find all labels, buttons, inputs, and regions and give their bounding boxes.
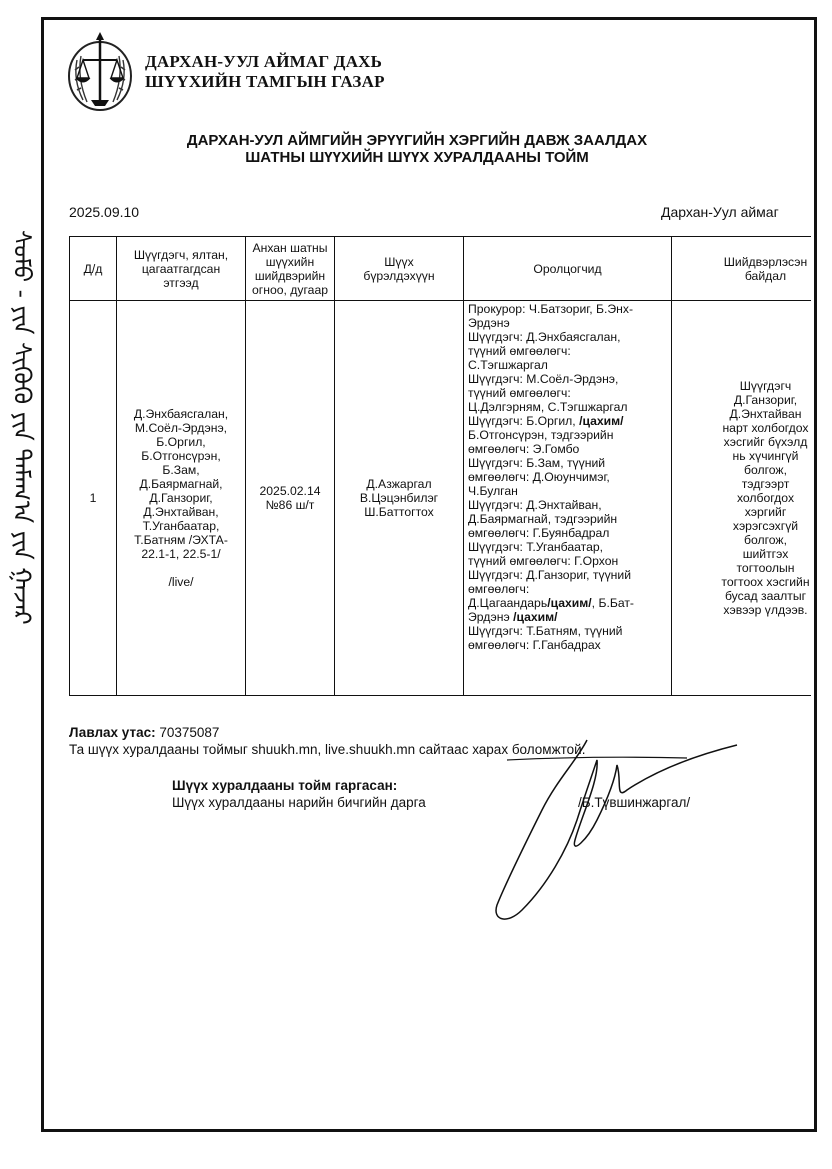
participant-text: , Б.Бат- [591, 596, 634, 610]
defendant-name: /live/ [168, 575, 194, 589]
contact-value: 70375087 [155, 725, 220, 740]
document-location: Дархан-Уул аймаг [661, 204, 779, 220]
header-participants: Оролцогчид [464, 237, 672, 301]
participant-line [468, 386, 667, 400]
cell-defendants [117, 301, 246, 696]
participant-line [468, 610, 667, 624]
participant-text: Шүүгдэгч: Д.Ганзориг, түүний [468, 568, 632, 582]
header-line: Шүүгдэгч, ялтан, [133, 247, 229, 262]
participant-text: өмгөөлөгч: Г.Ганбадрах [468, 638, 601, 652]
participant-text: Эрдэнэ [468, 316, 510, 330]
cell-first-instance [246, 301, 335, 696]
court-emblem-icon [65, 30, 135, 114]
decision-line: Шүүгдэгч [739, 379, 792, 393]
header-line: бүрэлдэхүүн [363, 268, 435, 283]
header-line: цагаатгагдсан [141, 261, 221, 276]
participant-text: өмгөөлөгч: [468, 582, 530, 596]
decision-line: Д.Энхтайван [729, 407, 802, 421]
participant-line [468, 582, 667, 596]
decision-line: холбогдох [736, 491, 795, 505]
first-instance-date: 2025.02.14 [259, 484, 321, 498]
participant-line [468, 302, 667, 316]
participant-line [468, 554, 667, 568]
participant-text: Шүүгдэгч: М.Соёл-Эрдэнэ, [468, 372, 619, 386]
defendant-name [120, 561, 242, 575]
header-line: шийдвэрийн [254, 268, 326, 283]
header-defendants [117, 237, 246, 301]
decision-line: тогтоолын [736, 561, 795, 575]
defendant-name: Б.Отгонсүрэн, [141, 449, 221, 463]
participant-text: Д.Цагаандарь [468, 596, 548, 610]
participant-text: Б.Отгонсүрэн, тэдгээрийн [468, 428, 614, 442]
document-title [87, 132, 747, 166]
decision-line: болгож, [744, 463, 787, 477]
header-line: байдал [744, 268, 787, 283]
participant-text: өмгөөлөгч: Г.Буянбадрал [468, 526, 610, 540]
handwritten-signature [447, 720, 767, 940]
cell-participants [464, 301, 672, 696]
participant-text: Шүүгдэгч: Д.Энхтайван, [468, 498, 602, 512]
judge-name: В.Цэцэнбилэг [359, 491, 439, 505]
participant-text: Д.Баярмагнай, тэдгээрийн [468, 512, 618, 526]
participant-line [468, 442, 667, 456]
participant-text: Прокурор: Ч.Батзориг, Б.Энх- [468, 302, 634, 316]
participant-line [468, 498, 667, 512]
header-line: шүүхийн [265, 254, 315, 269]
participant-text: Шүүгдэгч: Д.Энхбаясгалан, [468, 330, 621, 344]
cell-no: 1 [70, 301, 117, 696]
decision-line: тэдгээрт [741, 477, 790, 491]
online-tag: /цахим/ [547, 596, 592, 610]
participant-line [468, 428, 667, 442]
contact-phone [69, 725, 219, 740]
defendant-name: 22.1-1, 22.5-1/ [141, 547, 221, 561]
participant-line [468, 414, 667, 428]
decision-line: бусад заалтыг [724, 589, 807, 603]
participant-text: Шүүгдэгч: Б.Зам, түүний [468, 456, 606, 470]
decision-line: нь хүчингүй [732, 449, 799, 463]
online-tag: /цахим/ [579, 414, 624, 428]
title-line1: ДАРХАН-УУЛ АЙМГИЙН ЭРҮҮГИЙН ХЭРГИЙН ДАВЖ ЗААЛДАХ [186, 132, 648, 149]
defendant-name: Д.Баярмагнай, [139, 477, 223, 491]
decision-lines [675, 379, 811, 617]
title-line2: ШАТНЫ ШҮҮХИЙН ШҮҮХ ХУРАЛДААНЫ ТОЙМ [245, 149, 589, 166]
header-line: Шүүх [384, 254, 414, 269]
participant-text: С.Тэгшжаргал [468, 358, 548, 372]
participant-line [468, 372, 667, 386]
decision-line: хэргийг [744, 505, 787, 519]
decision-line: хэрэгсэхгүй [732, 519, 799, 533]
table-header-row [70, 237, 812, 301]
participant-line [468, 512, 667, 526]
defendant-name: Д.Энхтайван, [143, 505, 219, 519]
table-row [70, 301, 812, 696]
defendant-name: Т.Батням /ЭХТА- [134, 533, 228, 547]
judge-name: Д.Азжаргал [366, 477, 432, 491]
header-judges [335, 237, 464, 301]
participant-line [468, 330, 667, 344]
first-instance-number: №86 ш/т [265, 498, 315, 512]
participant-text: Эрдэнэ [468, 610, 514, 624]
participant-line [468, 358, 667, 372]
court-name-line1: ДАРХАН-УУЛ АЙМАГ ДАХЬ [145, 52, 383, 71]
participant-line [468, 624, 667, 638]
defendant-name: Т.Уганбаатар, [142, 519, 220, 533]
participant-line [468, 568, 667, 582]
cell-judges [335, 301, 464, 696]
participant-line [468, 456, 667, 470]
defendant-name: Б.Зам, [162, 463, 200, 477]
decision-line: хэвээр үлдээв. [723, 603, 808, 617]
header-line: Шийдвэрлэсэн [723, 254, 808, 269]
defendant-name: М.Соёл-Эрдэнэ, [134, 421, 228, 435]
defendant-name: Б.Оргил, [156, 435, 206, 449]
defendant-name: Д.Ганзориг, [149, 491, 213, 505]
defendant-lines [120, 407, 242, 589]
participant-text: түүний өмгөөлөгч: [468, 344, 571, 358]
participant-text: өмгөөлөгч: Э.Гомбо [468, 442, 580, 456]
court-name-line2: ШҮҮХИЙН ТАМГЫН ГАЗАР [145, 72, 385, 91]
header-no: Д/д [70, 237, 117, 301]
participant-text: Ч.Булган [468, 484, 518, 498]
vertical-mongolian-script: ᠰᠤᠮᠤ - ᠶᠢᠨ ᠰᠢᠭᠦᠬᠦ ᠶᠢᠨ ᠲᠠᠮᠠᠭ᠎ᠠ ᠶᠢᠨ ᠭᠠᠵᠠᠷ [8, 230, 36, 625]
participant-line [468, 344, 667, 358]
decision-line: болгож, [744, 533, 787, 547]
participant-line [468, 484, 667, 498]
decision-line: хэсгийг бүхэлд [723, 435, 808, 449]
decision-line: Д.Ганзориг, [733, 393, 798, 407]
participant-lines [468, 302, 667, 652]
decision-line: нарт холбогдох [722, 421, 809, 435]
participant-line [468, 400, 667, 414]
participant-text: Шүүгдэгч: Т.Батням, түүний [468, 624, 623, 638]
participant-text: түүний өмгөөлөгч: [468, 386, 571, 400]
online-tag: /цахим/ [513, 610, 558, 624]
contact-label: Лавлах утас: [69, 725, 156, 740]
participant-line [468, 316, 667, 330]
participant-line [468, 470, 667, 484]
participant-line [468, 638, 667, 652]
document-date: 2025.09.10 [69, 204, 140, 220]
cell-decision [672, 301, 812, 696]
header-first-instance [246, 237, 335, 301]
participant-line [468, 540, 667, 554]
header-line: Анхан шатны [252, 240, 328, 255]
prepared-by-role: Шүүх хуралдааны нарийн бичгийн дарга [172, 795, 426, 810]
decision-line: шийтгэх [742, 547, 789, 561]
participant-text: түүний өмгөөлөгч: Г.Орхон [468, 554, 619, 568]
decision-line: тогтоох хэсгийн [721, 575, 810, 589]
prepared-by-heading: Шүүх хуралдааны тойм гаргасан: [172, 778, 398, 793]
website-note: Та шүүх хуралдааны тоймыг shuukh.mn, live.shuukh.mn сайтаас харах боломжтой. [69, 742, 586, 757]
header-line: этгээд [163, 275, 199, 290]
participant-text: Ц.Дэлгэрням, С.Тэгшжаргал [468, 400, 628, 414]
judge-name: Ш.Баттогтох [364, 505, 434, 519]
court-name [145, 52, 385, 92]
participant-text: өмгөөлөгч: Д.Оюунчимэг, [468, 470, 610, 484]
participant-text: Шүүгдэгч: Т.Уганбаатар, [468, 540, 604, 554]
participant-line [468, 526, 667, 540]
header-decision [672, 237, 812, 301]
participant-line [468, 596, 667, 610]
prepared-by-name: /Б.Түвшинжаргал/ [578, 795, 691, 810]
defendant-name: Д.Энхбаясгалан, [133, 407, 229, 421]
hearing-table [69, 236, 811, 696]
participant-text: Шүүгдэгч: Б.Оргил, [468, 414, 580, 428]
header-line: огноо, дугаар [252, 282, 328, 297]
document-page [47, 20, 811, 1120]
